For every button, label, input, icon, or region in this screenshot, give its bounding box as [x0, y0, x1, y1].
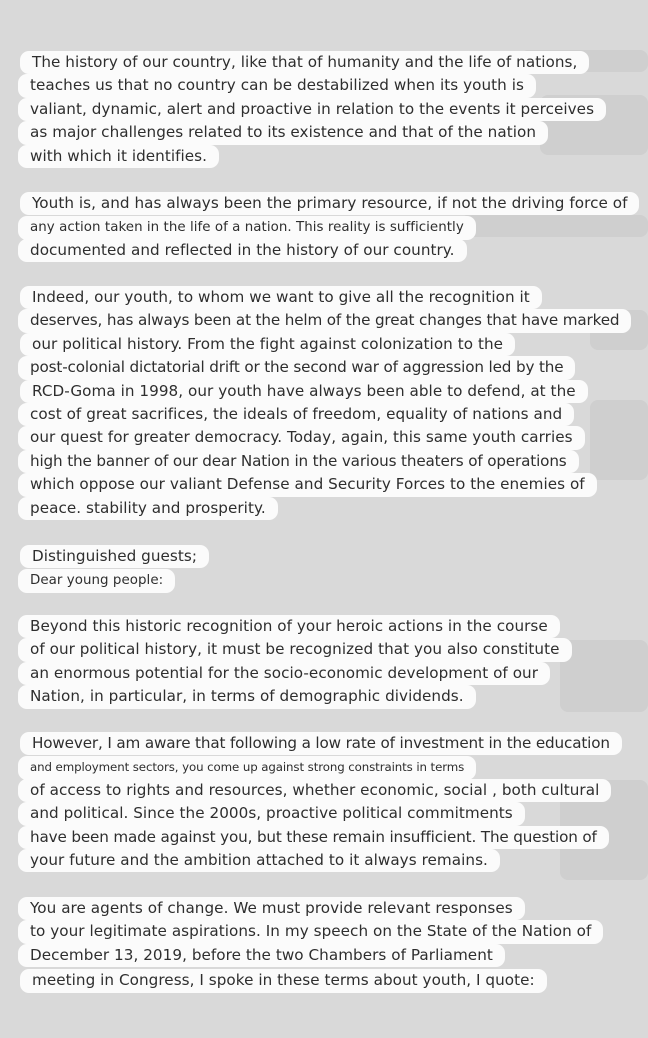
text-line: cost of great sacrifices, the ideals of freedom, equality of nations and	[18, 402, 631, 425]
text-line: deserves, has always been at the helm of the great changes that have marked	[18, 308, 631, 331]
text-line: which oppose our valiant Defense and Security Forces to the enemies of	[18, 472, 631, 495]
text-line: valiant, dynamic, alert and proactive in relation to the events it perceives	[18, 97, 606, 120]
background-shade	[590, 400, 648, 480]
text-line: as major challenges related to its existence and that of the nation	[18, 120, 606, 143]
text-line: Youth is, and has always been the primary resource, if not the driving force of	[18, 191, 639, 214]
paragraph-1	[18, 50, 606, 167]
text-line: However, I am aware that following a low rate of investment in the education	[18, 731, 622, 754]
text-line: our quest for greater democracy. Today, again, this same youth carries	[18, 425, 631, 448]
text-line: of access to rights and resources, whether economic, social , both cultural	[18, 778, 622, 801]
text-line: Dear young people:	[18, 567, 209, 590]
paragraph-6	[18, 731, 622, 871]
text-line: and political. Since the 2000s, proactive political commitments	[18, 801, 622, 824]
text-line: to your legitimate aspirations. In my speech on the State of the Nation of	[18, 919, 603, 942]
text-line: high the banner of our dear Nation in the various theaters of operations	[18, 449, 631, 472]
text-line: You are agents of change. We must provide relevant responses	[18, 896, 603, 919]
text-line: December 13, 2019, before the two Chambers of Parliament	[18, 943, 603, 966]
text-line: an enormous potential for the socio-economic development of our	[18, 661, 572, 684]
text-line: documented and reflected in the history of our country.	[18, 238, 639, 261]
text-line: have been made against you, but these remain insufficient. The question of	[18, 825, 622, 848]
text-line: our political history. From the fight against colonization to the	[18, 332, 631, 355]
text-line: meeting in Congress, I spoke in these terms about youth, I quote:	[18, 968, 603, 991]
paragraph-5	[18, 614, 572, 708]
text-line: and employment sectors, you come up against strong constraints in terms	[18, 754, 622, 777]
paragraph-3	[18, 285, 631, 519]
text-line: any action taken in the life of a nation. This reality is sufficiently	[18, 214, 639, 237]
text-line: Beyond this historic recognition of your heroic actions in the course	[18, 614, 572, 637]
text-line: peace. stability and prosperity.	[18, 496, 631, 519]
text-line: Distinguished guests;	[18, 544, 209, 567]
paragraph-7	[18, 896, 603, 992]
background-shade	[560, 640, 648, 712]
text-line: teaches us that no country can be destabilized when its youth is	[18, 73, 606, 96]
text-line: Indeed, our youth, to whom we want to give all the recognition it	[18, 285, 631, 308]
text-line: post-colonial dictatorial drift or the second war of aggression led by the	[18, 355, 631, 378]
paragraph-4-greeting	[18, 544, 209, 591]
text-line: RCD-Goma in 1998, our youth have always been able to defend, at the	[18, 379, 631, 402]
text-line: Nation, in particular, in terms of demographic dividends.	[18, 684, 572, 707]
text-line: with which it identifies.	[18, 144, 606, 167]
background-shade	[460, 215, 648, 237]
text-line: of our political history, it must be recognized that you also constitute	[18, 637, 572, 660]
text-line: your future and the ambition attached to it always remains.	[18, 848, 622, 871]
text-line: The history of our country, like that of humanity and the life of nations,	[18, 50, 606, 73]
